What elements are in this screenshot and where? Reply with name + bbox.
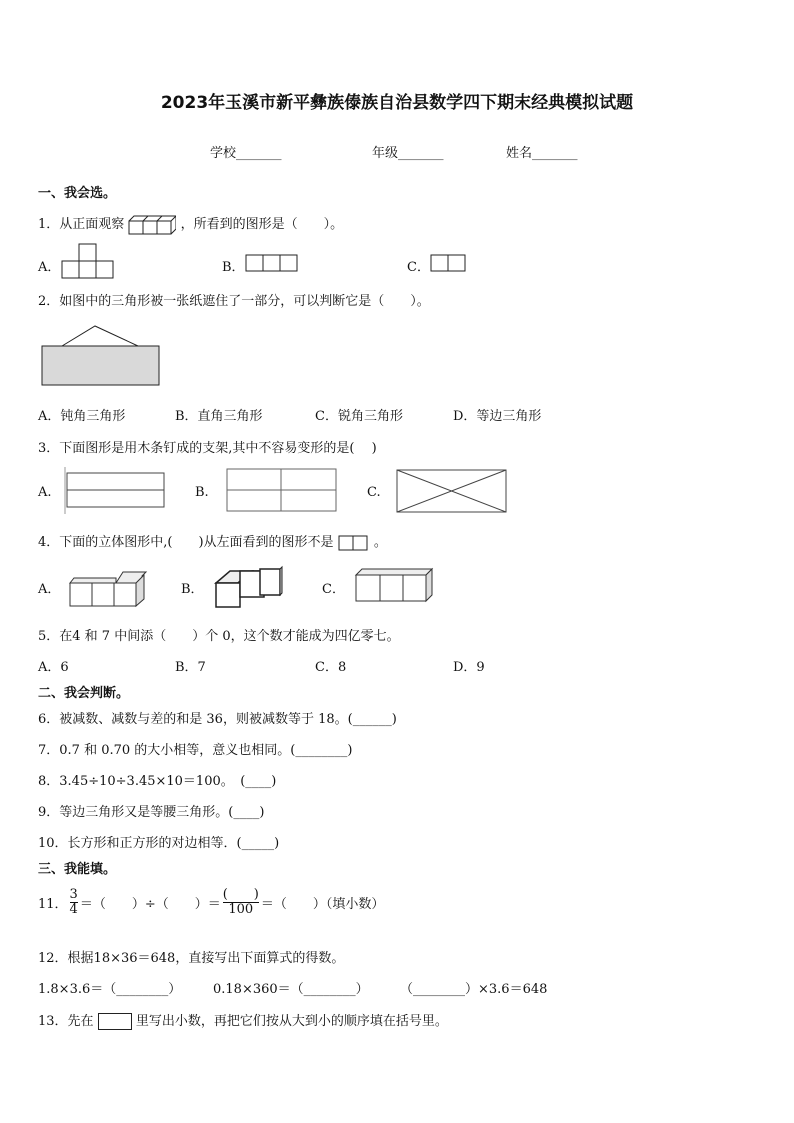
q3-frame-a: [62, 467, 166, 515]
q2-option-b[interactable]: B．直角三角形: [175, 409, 263, 424]
question-11: 11． $\frac{3}{4}$ ＝（ ）÷（ ）＝ $\frac{( )}{100}$ ＝（ ）（填小数）: [38, 887, 385, 918]
q12-expr-2: 0.18×360＝（________）: [213, 982, 369, 997]
two-square-figure: [338, 535, 370, 551]
q5-option-c[interactable]: C．8: [315, 660, 347, 675]
question-12: 12．根据18×36＝648，直接写出下面算式的得数。: [38, 951, 345, 966]
q3-option-a[interactable]: A.: [38, 485, 52, 500]
question-7: 7．0.7 和 0.70 的大小相等，意义也相同。(________): [38, 743, 353, 758]
q4-option-b[interactable]: B．: [181, 582, 204, 597]
fraction-three-quarters: $\frac{3}{4}$: [69, 887, 78, 918]
question-2: 2．如图中的三角形被一张纸遮住了一部分，可以判断它是（ ）。: [38, 294, 430, 309]
q5-option-a[interactable]: A．6: [38, 660, 69, 675]
q5-option-b[interactable]: B．7: [175, 660, 206, 675]
covered-triangle-figure: [40, 325, 162, 387]
question-4: 4．下面的立体图形中,( )从左面看到的图形不是 。: [38, 535, 387, 550]
fraction-over-100: $\frac{( )}{100}$: [222, 887, 259, 918]
q2-option-c[interactable]: C．锐角三角形: [315, 409, 403, 424]
question-1: 1．从正面观察 ，所看到的图形是（ ）。: [38, 213, 343, 235]
q4-solid-c: [354, 567, 434, 605]
q3-frame-b: [226, 468, 338, 514]
answer-box[interactable]: [98, 1013, 132, 1030]
question-13: 13．先在 里写出小数，再把它们按从大到小的顺序填在括号里。: [38, 1014, 448, 1029]
question-9: 9．等边三角形又是等腰三角形。(____): [38, 805, 265, 820]
q3-frame-c: [396, 469, 508, 515]
q12-expr-3: （________）×3.6＝648: [400, 982, 548, 997]
q2-option-a[interactable]: A．钝角三角形: [38, 409, 126, 424]
q1-option-b-figure: [245, 254, 299, 272]
q1-option-c-figure: [430, 254, 466, 272]
q12-expr-1: 1.8×3.6＝（________）: [38, 982, 182, 997]
section-1-heading: 一、我会选。: [38, 186, 117, 201]
q1-option-b[interactable]: B．: [222, 260, 245, 275]
school-field: 学校_______: [210, 146, 282, 161]
q1-option-c[interactable]: C．: [407, 260, 430, 275]
q4-option-a[interactable]: A．: [38, 582, 61, 597]
q4-option-c[interactable]: C．: [322, 582, 345, 597]
q4-solid-a: [68, 569, 148, 609]
section-2-heading: 二、我会判断。: [38, 686, 130, 701]
cube-row-figure: [128, 215, 176, 235]
q5-option-d[interactable]: D．9: [453, 660, 485, 675]
q3-option-b[interactable]: B.: [195, 485, 209, 500]
q2-option-d[interactable]: D．等边三角形: [453, 409, 542, 424]
q1-option-a-figure: [61, 243, 115, 279]
q3-option-c[interactable]: C.: [367, 485, 381, 500]
page-title: 2023年玉溪市新平彝族傣族自治县数学四下期末经典模拟试题: [160, 93, 634, 113]
grade-field: 年级_______: [372, 146, 444, 161]
q1-option-a[interactable]: A．: [38, 260, 61, 275]
question-6: 6．被减数、减数与差的和是 36，则被减数等于 18。(______): [38, 712, 397, 727]
q4-solid-b: [212, 565, 284, 611]
question-8: 8．3.45÷10÷3.45×10＝100。 (____): [38, 774, 277, 789]
question-3: 3．下面图形是用木条钉成的支架,其中不容易变形的是( ): [38, 441, 377, 456]
question-5: 5．在4 和 7 中间添（ ）个 0，这个数才能成为四亿零七。: [38, 629, 400, 644]
section-3-heading: 三、我能填。: [38, 862, 117, 877]
name-field: 姓名_______: [506, 146, 578, 161]
question-10: 10．长方形和正方形的对边相等．(_____): [38, 836, 280, 851]
